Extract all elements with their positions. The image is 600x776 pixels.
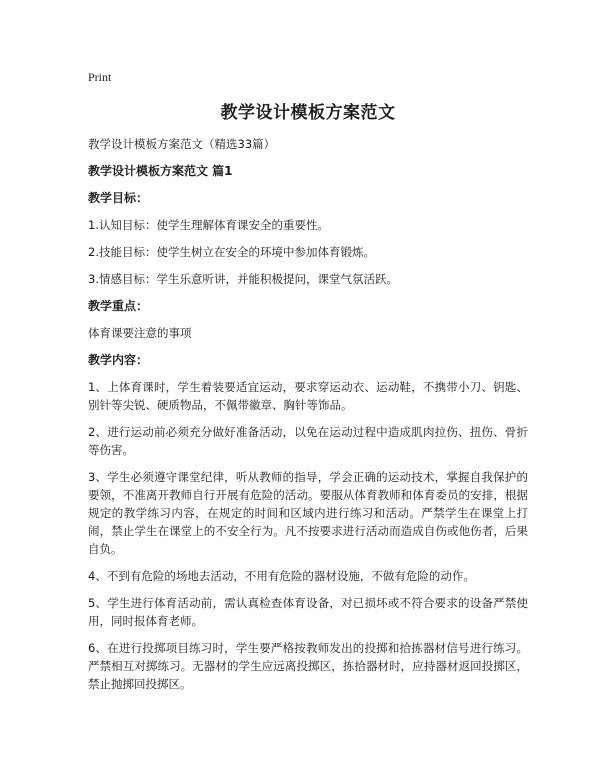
document-title: 教学设计模板方案范文 xyxy=(220,103,396,123)
content-item: 3、学生必须遵守课堂纪律，听从教师的指导，学会正确的运动技术，掌握自我保护的要领，不准离开教师自行开展有危险的活动。要服从体育教师和体育委员的安排，根据规定的教学练习内容，在规定的时间和区域内进行练习和活动。严禁学生在课堂上打闹，禁止学生在课堂上的不安全行为。凡不按要求进行活动而造成自伤或他伤者，后果自负。 xyxy=(88,470,528,556)
objective-item: 1.认知目标：使学生理解体育课安全的重要性。 xyxy=(88,218,329,232)
objective-item: 2.技能目标：使学生树立在安全的环境中参加体育锻炼。 xyxy=(88,245,375,259)
content-item: 2、进行运动前必须充分做好准备活动，以免在运动过程中造成肌肉拉伤、扭伤、骨折等伤害。 xyxy=(88,425,528,457)
content-heading: 教学内容： xyxy=(88,353,149,367)
document-subtitle: 教学设计模板方案范文（精选33篇） xyxy=(88,137,276,151)
focus-text: 体育课要注意的事项 xyxy=(88,326,192,340)
content-item: 5、学生进行体育活动前，需认真检查体育设备，对已损坏或不符合要求的设备严禁使用，同时报体育老师。 xyxy=(88,596,528,628)
content-item: 6、在进行投掷项目练习时，学生要严格按教师发出的投掷和拾拣器材信号进行练习。严禁相互对掷练习。无器材的学生应远离投掷区，拣拾器材时，应持器材返回投掷区，禁止抛掷回投掷区。 xyxy=(88,641,528,691)
focus-heading: 教学重点： xyxy=(88,299,149,313)
objectives-heading: 教学目标： xyxy=(88,191,149,205)
document-page xyxy=(88,70,528,702)
print-link[interactable]: Print xyxy=(88,70,112,84)
content-item: 1、上体育课时，学生着装要适宜运动，要求穿运动衣、运动鞋，不携带小刀、钥匙、别针等尖锐、硬质物品，不佩带徽章、胸针等饰品。 xyxy=(88,380,528,412)
section-title: 教学设计模板方案范文 篇1 xyxy=(88,164,233,178)
objective-item: 3.情感目标：学生乐意听讲，并能积极提问，课堂气氛活跃。 xyxy=(88,272,398,286)
content-item: 4、不到有危险的场地去活动，不用有危险的器材设施，不做有危险的动作。 xyxy=(88,569,475,583)
